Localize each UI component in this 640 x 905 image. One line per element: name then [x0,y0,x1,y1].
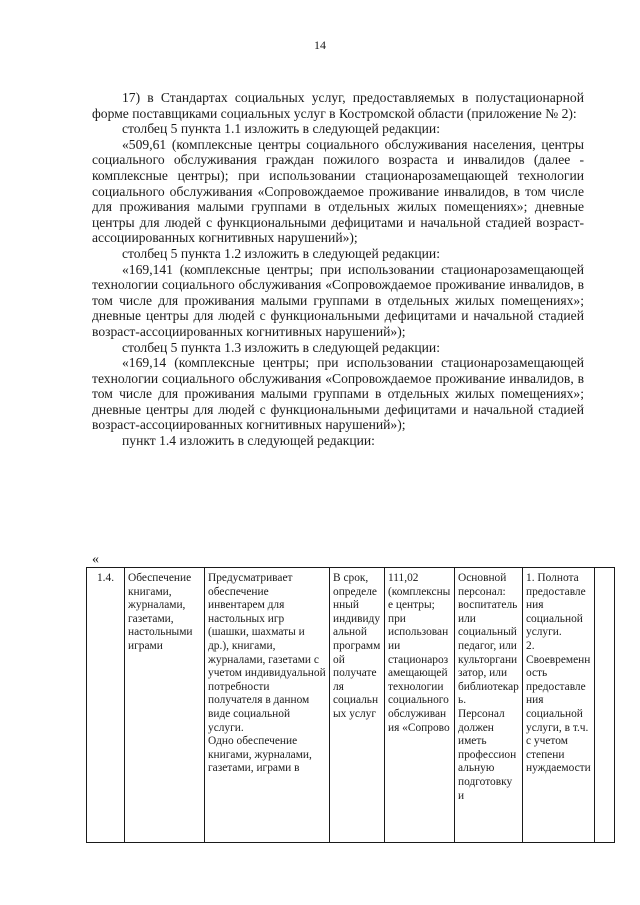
paragraph-column-1-3: столбец 5 пункта 1.3 изложить в следующей редакции: [122,339,440,355]
standards-table [86,567,615,843]
amendment-text [92,90,584,449]
cell-service-description: Предусматривает обеспечение инвентарем для настольных игр (шашки, шахматы и др.), книгами, журналами, газетами с учетом индивидуальной потребности получателя в данном виде социальной услуги. Одно обеспечение книгами, журналами, газетами, играми в [205,568,330,843]
paragraph-standards-intro: 17) в Стандартах социальных услуг, предоставляемых в полустационарной форме поставщиками социальных услуг в Костромской области (приложение № 2): [92,90,584,121]
cell-service-name: Обеспечение книгами, журналами, газетами, настольными играми [125,568,205,843]
cell-service-term: В срок, определенный индивидуальной программой получателя социальных услуг [330,568,385,843]
paragraph-item-1-4: пункт 1.4 изложить в следующей редакции: [122,433,375,449]
paragraph-value-1-1: «509,61 (комплексные центры социального обслуживания населения, центры социального обслуживания граждан пожилого возраста и инвалидов (далее - комплексные центры); при использовании стационарозамещающей технологии социального обслуживания «Сопровождаемое проживание инвалидов, в том числе для проживания малыми группами в отдельных жилых помещениях»; дневные центры для людей с функциональными дефицитами и начальной стадией возраст-ассоциированных когнитивных нарушений»); [92,136,584,246]
cell-service-tariff: 111,02 (комплексные центры; при использовании стационарозамещающей технологии социального обслуживания «Сопрово [385,568,455,843]
cell-empty [595,568,615,843]
cell-quality-indicators: 1. Полнота предоставления социальной услуги. 2. Своевременность предоставления социальной услуги, в т.ч. с учетом степени нуждаемости [523,568,595,843]
paragraph-value-1-3: «169,14 (комплексные центры; при использовании стационарозамещающей технологии социального обслуживания «Сопровождаемое проживание инвалидов, в том числе для проживания малыми группами в отдельных жилых помещениях»; дневные центры для людей с функциональными дефицитами и начальной стадией возраст-ассоциированных когнитивных нарушений»); [92,355,584,433]
cell-service-personnel: Основной персонал: воспитатель или социальный педагог, или культорганизатор, или библиотекарь. Персонал должен иметь профессиональную подготовку и [455,568,523,843]
cell-item-number: 1.4. [87,568,125,843]
paragraph-column-1-1: столбец 5 пункта 1.1 изложить в следующей редакции: [122,121,440,137]
paragraph-value-1-2: «169,141 (комплексные центры; при использовании стационарозамещающей технологии социального обслуживания «Сопровождаемое проживание инвалидов, в том числе для проживания малыми группами в отдельных жилых помещениях»; дневные центры для людей с функциональными дефицитами и начальной стадией возраст-ассоциированных когнитивных нарушений»); [92,261,584,339]
page-number: 14 [314,38,326,52]
opening-quote-mark: « [92,552,99,567]
paragraph-column-1-2: столбец 5 пункта 1.2 изложить в следующей редакции: [122,245,440,261]
table-row [87,568,615,843]
